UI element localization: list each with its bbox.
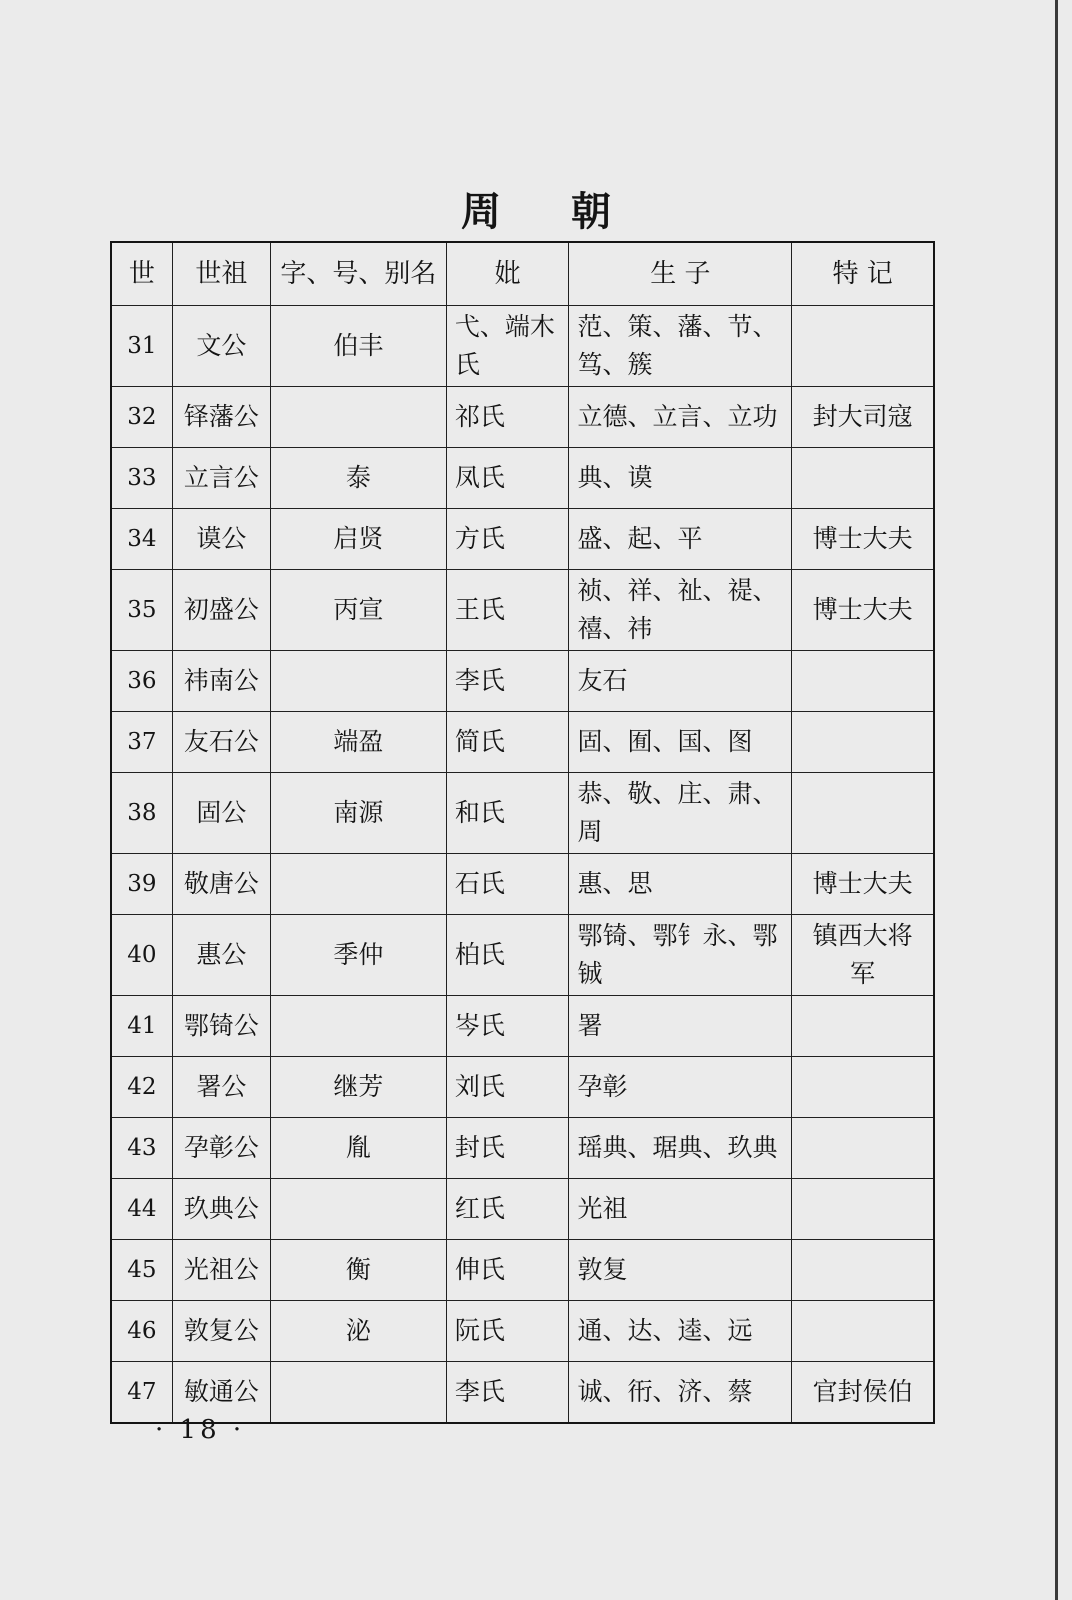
- note-cell: 官封侯伯: [792, 1362, 934, 1424]
- wife-cell: 祁氏: [446, 387, 569, 448]
- table-row: [111, 448, 934, 509]
- page-edge-line: [1055, 0, 1058, 1600]
- alias-cell: 衡: [270, 1240, 446, 1301]
- sons-cell: 祯、祥、祉、禔、禧、祎: [569, 570, 792, 651]
- table-row: [111, 915, 934, 996]
- generation-cell: 32: [111, 387, 172, 448]
- generation-cell: 35: [111, 570, 172, 651]
- table-row: [111, 773, 934, 854]
- note-cell: [792, 773, 934, 854]
- wife-cell: 弋、端木氏: [446, 306, 569, 387]
- table-row: [111, 996, 934, 1057]
- generation-cell: 45: [111, 1240, 172, 1301]
- generation-cell: 42: [111, 1057, 172, 1118]
- generation-cell: 46: [111, 1301, 172, 1362]
- note-cell: [792, 712, 934, 773]
- sons-cell: 固、囿、国、图: [569, 712, 792, 773]
- sons-cell: 瑶典、琚典、玖典: [569, 1118, 792, 1179]
- wife-cell: 李氏: [446, 651, 569, 712]
- generation-cell: 34: [111, 509, 172, 570]
- ancestor-cell: 友石公: [172, 712, 270, 773]
- note-cell: [792, 1118, 934, 1179]
- note-cell: [792, 1301, 934, 1362]
- alias-cell: 端盈: [270, 712, 446, 773]
- sons-cell: 盛、起、平: [569, 509, 792, 570]
- ancestor-cell: 谟公: [172, 509, 270, 570]
- sons-cell: 友石: [569, 651, 792, 712]
- alias-cell: 泰: [270, 448, 446, 509]
- wife-cell: 阮氏: [446, 1301, 569, 1362]
- wife-cell: 方氏: [446, 509, 569, 570]
- sons-cell: 立德、立言、立功: [569, 387, 792, 448]
- table-row: [111, 1118, 934, 1179]
- table-row: [111, 509, 934, 570]
- alias-cell: [270, 651, 446, 712]
- table-row: [111, 1240, 934, 1301]
- note-cell: 镇西大将军: [792, 915, 934, 996]
- table-row: [111, 651, 934, 712]
- sons-cell: 恭、敬、庄、肃、周: [569, 773, 792, 854]
- generation-cell: 33: [111, 448, 172, 509]
- header-wife: 妣: [446, 242, 569, 306]
- ancestor-cell: 孕彰公: [172, 1118, 270, 1179]
- generation-cell: 43: [111, 1118, 172, 1179]
- table-row: [111, 570, 934, 651]
- alias-cell: 南源: [270, 773, 446, 854]
- header-sons: 生 子: [569, 242, 792, 306]
- table-row: [111, 1301, 934, 1362]
- alias-cell: [270, 996, 446, 1057]
- sons-cell: 典、谟: [569, 448, 792, 509]
- sons-cell: 惠、思: [569, 854, 792, 915]
- wife-cell: 红氏: [446, 1179, 569, 1240]
- wife-cell: 封氏: [446, 1118, 569, 1179]
- table-row: [111, 1057, 934, 1118]
- note-cell: [792, 1057, 934, 1118]
- table-row: [111, 306, 934, 387]
- sons-cell: 鄂锜、鄂钅永、鄂铖: [569, 915, 792, 996]
- header-alias: 字、号、别名: [270, 242, 446, 306]
- generation-cell: 39: [111, 854, 172, 915]
- ancestor-cell: 铎藩公: [172, 387, 270, 448]
- alias-cell: 伯丰: [270, 306, 446, 387]
- wife-cell: 王氏: [446, 570, 569, 651]
- sons-cell: 敦复: [569, 1240, 792, 1301]
- alias-cell: [270, 387, 446, 448]
- ancestor-cell: 祎南公: [172, 651, 270, 712]
- generation-cell: 40: [111, 915, 172, 996]
- sons-cell: 诚、衎、济、蔡: [569, 1362, 792, 1424]
- ancestor-cell: 玖典公: [172, 1179, 270, 1240]
- generation-cell: 44: [111, 1179, 172, 1240]
- alias-cell: 泌: [270, 1301, 446, 1362]
- note-cell: 封大司寇: [792, 387, 934, 448]
- page-title: 周 朝: [461, 189, 639, 235]
- note-cell: [792, 306, 934, 387]
- ancestor-cell: 惠公: [172, 915, 270, 996]
- alias-cell: [270, 854, 446, 915]
- table-row: [111, 712, 934, 773]
- ancestor-cell: 署公: [172, 1057, 270, 1118]
- alias-cell: 胤: [270, 1118, 446, 1179]
- generation-cell: 36: [111, 651, 172, 712]
- table-row: [111, 854, 934, 915]
- wife-cell: 和氏: [446, 773, 569, 854]
- sons-cell: 光祖: [569, 1179, 792, 1240]
- note-cell: [792, 1179, 934, 1240]
- wife-cell: 简氏: [446, 712, 569, 773]
- note-cell: [792, 448, 934, 509]
- ancestor-cell: 固公: [172, 773, 270, 854]
- table-row: [111, 1362, 934, 1424]
- sons-cell: 署: [569, 996, 792, 1057]
- sons-cell: 孕彰: [569, 1057, 792, 1118]
- wife-cell: 岑氏: [446, 996, 569, 1057]
- wife-cell: 凤氏: [446, 448, 569, 509]
- wife-cell: 刘氏: [446, 1057, 569, 1118]
- alias-cell: 继芳: [270, 1057, 446, 1118]
- note-cell: [792, 1240, 934, 1301]
- ancestor-cell: 光祖公: [172, 1240, 270, 1301]
- page-number: · 18 ·: [155, 1415, 246, 1445]
- header-generation: 世: [111, 242, 172, 306]
- lineage-table: [110, 241, 935, 1424]
- header-note: 特 记: [792, 242, 934, 306]
- ancestor-cell: 敏通公: [172, 1362, 270, 1424]
- table-row: [111, 1179, 934, 1240]
- ancestor-cell: 敬唐公: [172, 854, 270, 915]
- generation-cell: 37: [111, 712, 172, 773]
- ancestor-cell: 初盛公: [172, 570, 270, 651]
- alias-cell: [270, 1362, 446, 1424]
- wife-cell: 柏氏: [446, 915, 569, 996]
- note-cell: [792, 651, 934, 712]
- generation-cell: 41: [111, 996, 172, 1057]
- generation-cell: 38: [111, 773, 172, 854]
- ancestor-cell: 文公: [172, 306, 270, 387]
- wife-cell: 石氏: [446, 854, 569, 915]
- ancestor-cell: 鄂锜公: [172, 996, 270, 1057]
- wife-cell: 伸氏: [446, 1240, 569, 1301]
- alias-cell: [270, 1179, 446, 1240]
- alias-cell: 季仲: [270, 915, 446, 996]
- sons-cell: 范、策、藩、节、笃、簇: [569, 306, 792, 387]
- note-cell: [792, 996, 934, 1057]
- note-cell: 博士大夫: [792, 854, 934, 915]
- ancestor-cell: 立言公: [172, 448, 270, 509]
- alias-cell: 启贤: [270, 509, 446, 570]
- generation-cell: 47: [111, 1362, 172, 1424]
- note-cell: 博士大夫: [792, 509, 934, 570]
- header-ancestor: 世祖: [172, 242, 270, 306]
- table-row: [111, 387, 934, 448]
- generation-cell: 31: [111, 306, 172, 387]
- note-cell: 博士大夫: [792, 570, 934, 651]
- table-header-row: [111, 242, 934, 306]
- ancestor-cell: 敦复公: [172, 1301, 270, 1362]
- wife-cell: 李氏: [446, 1362, 569, 1424]
- alias-cell: 丙宣: [270, 570, 446, 651]
- sons-cell: 通、达、逵、远: [569, 1301, 792, 1362]
